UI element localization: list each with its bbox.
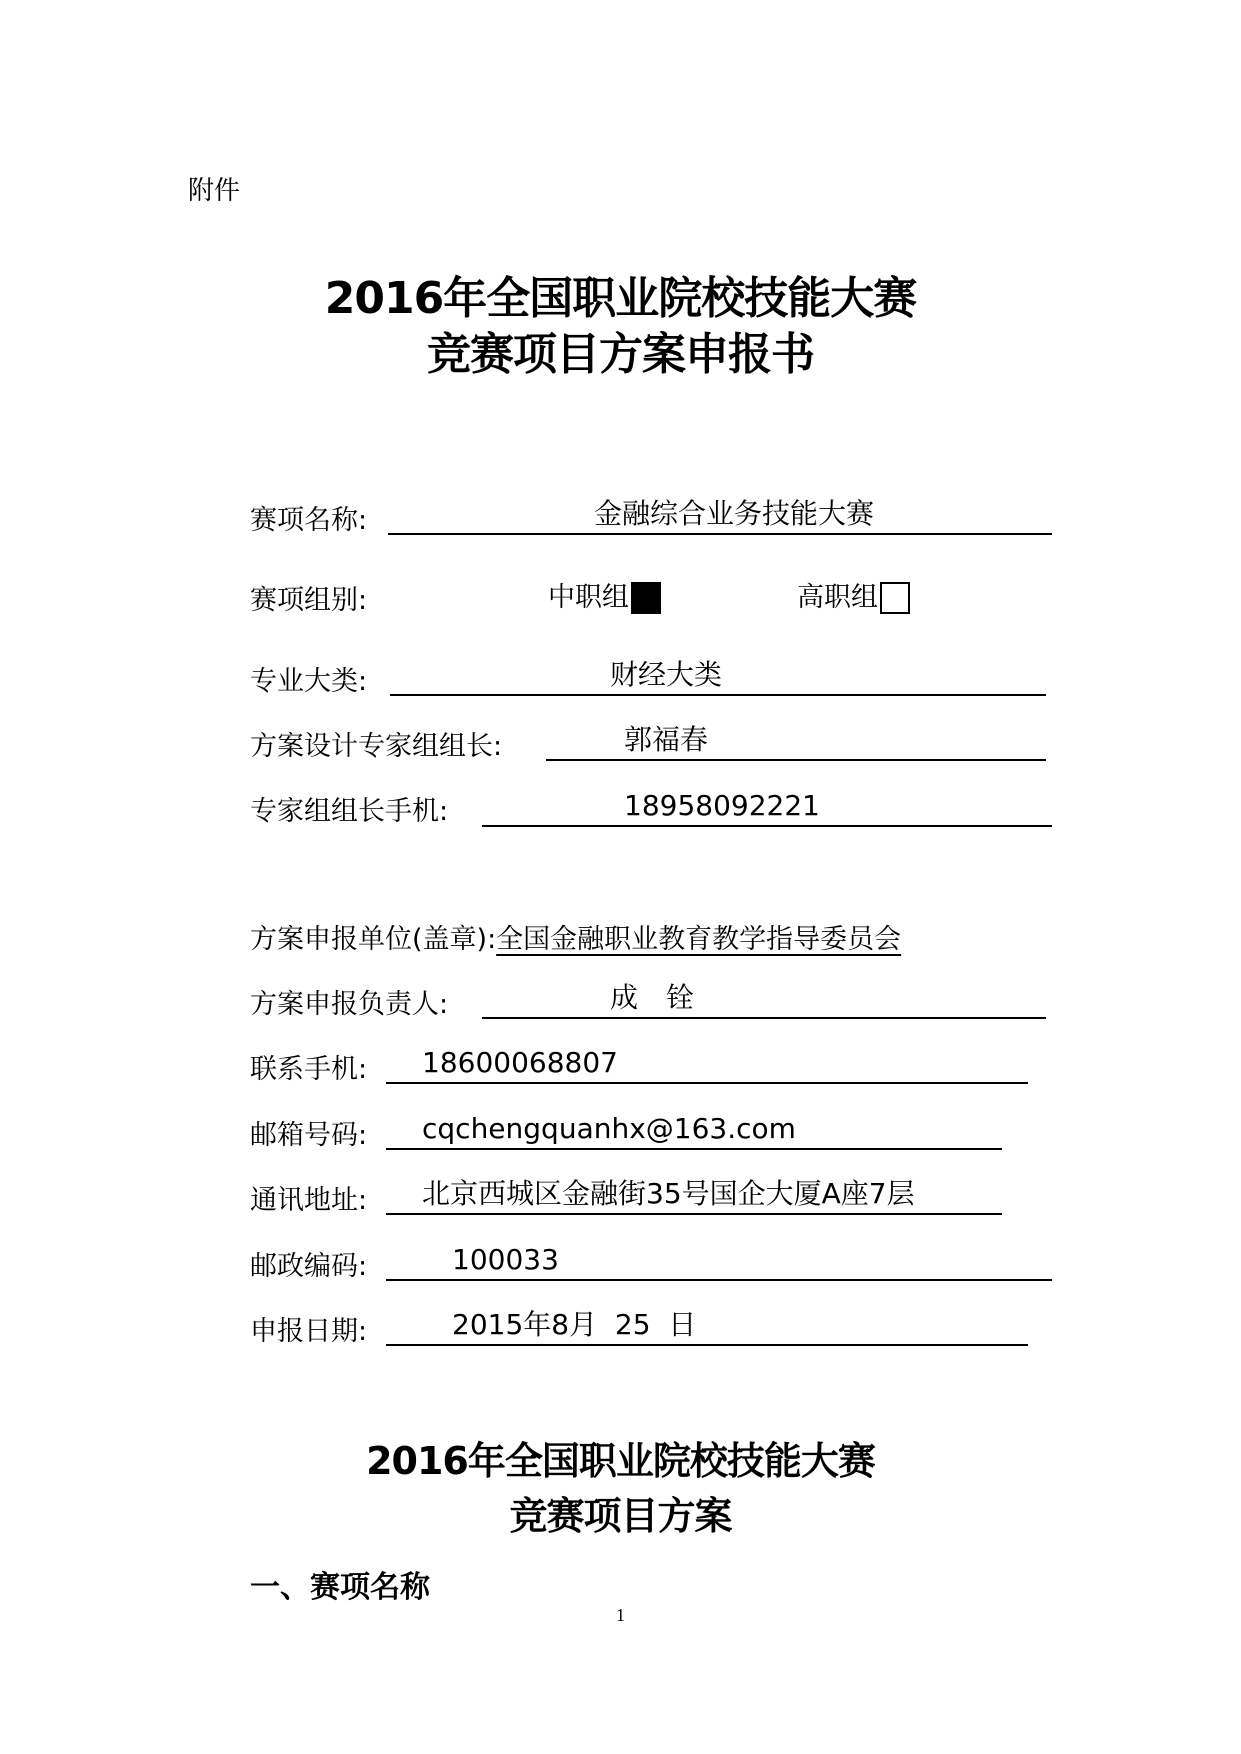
expert-leader-row: [250, 723, 502, 763]
checkbox-checked-icon[interactable]: [631, 582, 661, 614]
address-row: [250, 1177, 367, 1217]
email-label: 邮箱号码:: [250, 1120, 368, 1151]
date-value: 2015年8月 25 日: [452, 1308, 697, 1341]
date-row: [250, 1308, 367, 1348]
address-field: [386, 1179, 1002, 1215]
leader-phone-field: [482, 791, 1052, 827]
major-category-value: 财经大类: [610, 658, 723, 691]
page-number: 1: [616, 1605, 625, 1625]
plan-title-line2: 竞赛项目方案: [509, 1494, 732, 1538]
date-label: 申报日期:: [250, 1316, 368, 1347]
applicant-person-row: [250, 981, 448, 1021]
postal-code-value: 100033: [452, 1243, 559, 1276]
applicant-unit-row: [250, 916, 901, 956]
email-value: cqchengquanhx@163.com: [422, 1112, 796, 1145]
contact-phone-value: 18600068807: [422, 1046, 618, 1079]
leader-phone-label: 专家组组长手机:: [250, 796, 449, 827]
major-category-label: 专业大类:: [250, 666, 368, 697]
applicant-person-field: [482, 983, 1046, 1019]
event-name-value: 金融综合业务技能大赛: [594, 497, 875, 530]
applicant-unit-value: 全国金融职业教育教学指导委员会: [496, 924, 902, 955]
contact-phone-label: 联系手机:: [250, 1054, 368, 1085]
cover-title-line1: 2016年全国职业院校技能大赛: [324, 273, 917, 324]
group-option-secondary-label: 中职组: [548, 582, 629, 613]
event-name-field: [388, 499, 1052, 535]
checkbox-unchecked-icon[interactable]: [880, 582, 910, 614]
address-label: 通讯地址:: [250, 1185, 368, 1216]
major-category-field: [390, 660, 1046, 696]
applicant-person-label: 方案申报负责人:: [250, 989, 449, 1020]
contact-phone-row: [250, 1046, 367, 1086]
email-field: [386, 1114, 1002, 1150]
email-row: [250, 1112, 367, 1152]
group-option-higher[interactable]: [797, 574, 910, 614]
leader-phone-row: [250, 788, 448, 828]
contact-phone-field: [386, 1048, 1028, 1084]
expert-leader-label: 方案设计专家组组长:: [250, 731, 503, 762]
event-name-label: 赛项名称:: [250, 505, 368, 536]
postal-code-label: 邮政编码:: [250, 1251, 368, 1282]
applicant-person-value: 成 铨: [610, 981, 695, 1014]
applicant-unit-label: 方案申报单位(盖章):: [250, 924, 497, 955]
plan-title-line1: 2016年全国职业院校技能大赛: [366, 1439, 875, 1483]
postal-code-field: [386, 1245, 1052, 1281]
date-field: [386, 1310, 1028, 1346]
group-option-higher-label: 高职组: [797, 582, 878, 613]
attachment-label: 附件: [188, 176, 241, 206]
group-option-secondary[interactable]: [548, 574, 661, 614]
expert-leader-value: 郭福春: [624, 723, 709, 756]
cover-title-line2: 竞赛项目方案申报书: [427, 329, 814, 380]
section-heading-event-name: 一、赛项名称: [250, 1570, 430, 1605]
major-category-row: [250, 658, 367, 698]
event-name-row: [250, 497, 367, 537]
event-group-label: 赛项组别:: [250, 585, 368, 616]
postal-code-row: [250, 1243, 367, 1283]
address-value: 北京西城区金融街35号国企大厦A座7层: [422, 1177, 915, 1210]
expert-leader-field: [546, 725, 1046, 761]
leader-phone-value: 18958092221: [624, 789, 820, 822]
event-group-row: [250, 577, 367, 617]
